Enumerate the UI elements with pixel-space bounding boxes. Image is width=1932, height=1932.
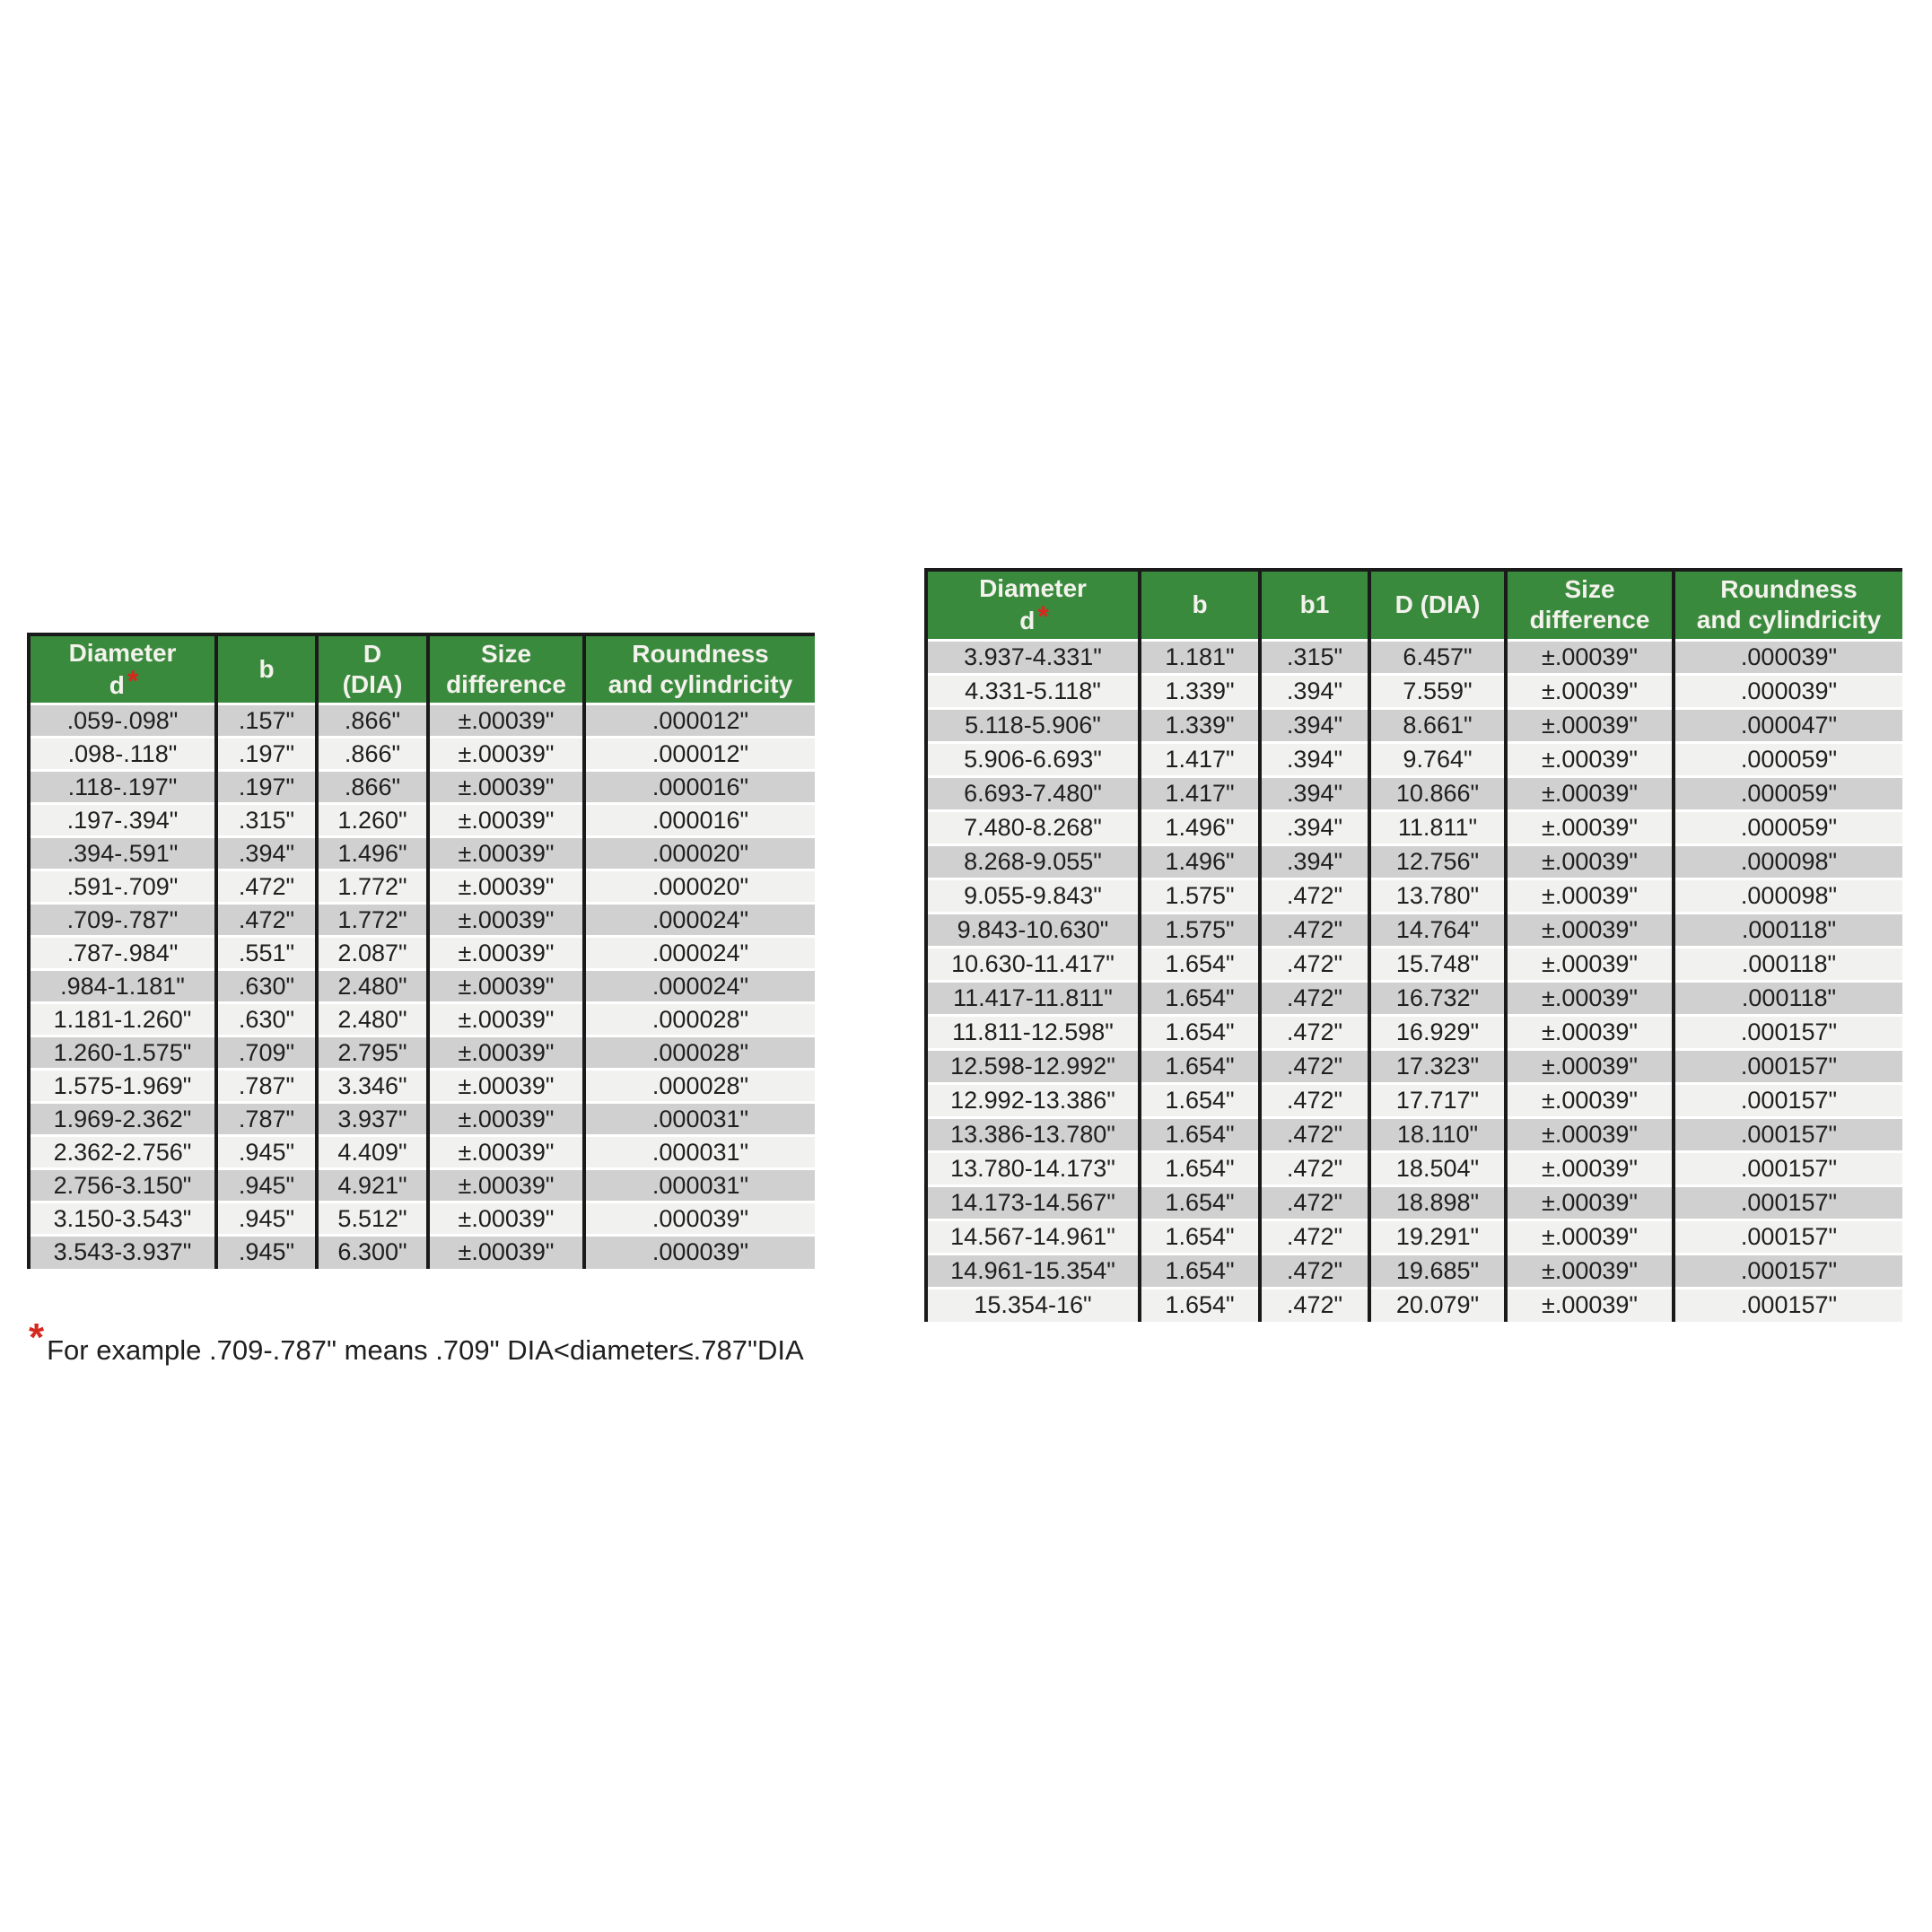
table-row [29, 937, 815, 970]
table-cell: ±.00039" [1506, 1185, 1674, 1220]
table-cell: .000031" [584, 1136, 815, 1169]
table-cell: .472" [1260, 879, 1369, 913]
table-cell: 14.567-14.961" [926, 1220, 1140, 1254]
table-cell: 2.362-2.756" [29, 1136, 216, 1169]
table-row [926, 1288, 1902, 1322]
table-cell: 1.260" [317, 804, 428, 837]
table-cell: 1.496" [317, 837, 428, 870]
table-cell: ±.00039" [1506, 1049, 1674, 1083]
table-row [29, 738, 815, 771]
table-cell: 3.346" [317, 1070, 428, 1103]
table-row [926, 947, 1902, 981]
table-cell: ±.00039" [428, 771, 584, 804]
table-cell: 7.559" [1369, 674, 1506, 708]
table-cell: .866" [317, 771, 428, 804]
table-cell: 1.417" [1140, 742, 1260, 776]
table-cell: ±.00039" [428, 1202, 584, 1236]
header-line: and cylindricity [1696, 606, 1882, 634]
table-cell: 3.150-3.543" [29, 1202, 216, 1236]
table-cell: 1.496" [1140, 844, 1260, 879]
table-cell: 2.480" [317, 970, 428, 1003]
column-header-size-difference [428, 634, 584, 704]
table-cell: .394" [1260, 708, 1369, 742]
table-cell: 1.575" [1140, 879, 1260, 913]
table-cell: ±.00039" [428, 904, 584, 937]
table-cell: 2.087" [317, 937, 428, 970]
table-cell: .098-.118" [29, 738, 216, 771]
table-cell: .472" [1260, 1220, 1369, 1254]
table-cell: .945" [216, 1236, 317, 1269]
right-table-body [926, 640, 1902, 1322]
table-cell: 1.654" [1140, 947, 1260, 981]
table-cell: .315" [216, 804, 317, 837]
table-cell: ±.00039" [1506, 1254, 1674, 1288]
column-header-d-dia [317, 634, 428, 704]
table-cell: 2.480" [317, 1003, 428, 1036]
table-cell: 1.654" [1140, 1083, 1260, 1117]
table-cell: .197" [216, 771, 317, 804]
table-cell: .472" [1260, 1254, 1369, 1288]
table-cell: 1.654" [1140, 981, 1260, 1015]
table-row [29, 970, 815, 1003]
table-cell: .472" [1260, 913, 1369, 947]
table-row [29, 1202, 815, 1236]
table-cell: .394" [1260, 844, 1369, 879]
table-row [926, 810, 1902, 844]
table-cell: ±.00039" [1506, 913, 1674, 947]
table-cell: .000024" [584, 937, 815, 970]
table-cell: ±.00039" [428, 1070, 584, 1103]
table-cell: .551" [216, 937, 317, 970]
header-line: Roundness [1720, 575, 1858, 604]
table-cell: .000157" [1674, 1049, 1902, 1083]
table-cell: .787" [216, 1070, 317, 1103]
table-row [29, 804, 815, 837]
table-row [926, 776, 1902, 810]
table-cell: ±.00039" [428, 870, 584, 904]
right-spec-table [924, 568, 1902, 1322]
table-cell: .472" [1260, 981, 1369, 1015]
table-cell: .472" [1260, 947, 1369, 981]
table-cell: .394" [1260, 674, 1369, 708]
table-row [29, 1103, 815, 1136]
table-cell: 6.457" [1369, 640, 1506, 674]
table-cell: 18.898" [1369, 1185, 1506, 1220]
table-cell: .000157" [1674, 1254, 1902, 1288]
table-row [926, 879, 1902, 913]
table-cell: .472" [1260, 1083, 1369, 1117]
table-cell: .000016" [584, 771, 815, 804]
table-row [926, 674, 1902, 708]
table-cell: .000031" [584, 1103, 815, 1136]
table-cell: 1.654" [1140, 1049, 1260, 1083]
table-cell: 17.323" [1369, 1049, 1506, 1083]
table-cell: .472" [1260, 1015, 1369, 1049]
header-line: Size [480, 640, 532, 668]
left-table-body [29, 704, 815, 1269]
header-row [926, 570, 1902, 640]
table-cell: 1.654" [1140, 1254, 1260, 1288]
left-spec-table [27, 633, 815, 1269]
table-cell: 7.480-8.268" [926, 810, 1140, 844]
table-cell: 18.110" [1369, 1117, 1506, 1151]
table-cell: .000039" [584, 1202, 815, 1236]
table-cell: .059-.098" [29, 704, 216, 738]
table-cell: .000157" [1674, 1220, 1902, 1254]
table-cell: .000157" [1674, 1083, 1902, 1117]
table-cell: 1.339" [1140, 708, 1260, 742]
table-cell: ±.00039" [1506, 981, 1674, 1015]
table-cell: 1.772" [317, 904, 428, 937]
table-row [926, 844, 1902, 879]
table-cell: .197" [216, 738, 317, 771]
right-spec-table-container [924, 568, 1901, 1322]
footnote-text: For example .709-.787" means .709" DIA<diameter≤.787"DIA [47, 1334, 804, 1366]
table-cell: ±.00039" [1506, 810, 1674, 844]
table-cell: .472" [1260, 1288, 1369, 1322]
footnote-asterisk-icon: * [29, 1316, 45, 1359]
footnote-asterisk-icon: * [127, 665, 139, 697]
header-line: d* [109, 665, 139, 699]
column-header-roundness [1674, 570, 1902, 640]
table-cell: 13.780-14.173" [926, 1151, 1140, 1185]
column-header-b: b [1140, 570, 1260, 640]
table-cell: 8.268-9.055" [926, 844, 1140, 879]
header-line: difference [446, 670, 566, 698]
table-row [29, 1236, 815, 1269]
table-cell: .000024" [584, 970, 815, 1003]
column-header-diameter [29, 634, 216, 704]
table-cell: .945" [216, 1202, 317, 1236]
table-cell: .000012" [584, 704, 815, 738]
table-row [29, 1136, 815, 1169]
column-header-d-dia: D (DIA) [1369, 570, 1506, 640]
table-cell: 1.181" [1140, 640, 1260, 674]
table-cell: .630" [216, 1003, 317, 1036]
table-cell: 10.866" [1369, 776, 1506, 810]
table-row [926, 1117, 1902, 1151]
table-cell: .394" [1260, 742, 1369, 776]
table-cell: 9.055-9.843" [926, 879, 1140, 913]
table-cell: ±.00039" [428, 804, 584, 837]
table-cell: ±.00039" [428, 1103, 584, 1136]
table-cell: ±.00039" [428, 837, 584, 870]
table-cell: 1.181-1.260" [29, 1003, 216, 1036]
table-cell: .000028" [584, 1070, 815, 1103]
table-cell: .157" [216, 704, 317, 738]
table-cell: 19.685" [1369, 1254, 1506, 1288]
table-row [29, 704, 815, 738]
table-row [926, 981, 1902, 1015]
left-spec-table-container [27, 633, 813, 1269]
table-cell: ±.00039" [1506, 1015, 1674, 1049]
table-cell: 14.961-15.354" [926, 1254, 1140, 1288]
table-cell: .709-.787" [29, 904, 216, 937]
column-header-size-difference [1506, 570, 1674, 640]
table-row [926, 1254, 1902, 1288]
table-cell: ±.00039" [428, 1036, 584, 1070]
table-cell: ±.00039" [1506, 776, 1674, 810]
table-cell: .472" [216, 904, 317, 937]
table-cell: .000059" [1674, 742, 1902, 776]
table-cell: ±.00039" [428, 1136, 584, 1169]
table-cell: .000118" [1674, 981, 1902, 1015]
table-cell: .945" [216, 1169, 317, 1202]
header-line: Roundness [632, 640, 769, 668]
table-cell: .591-.709" [29, 870, 216, 904]
table-cell: 2.756-3.150" [29, 1169, 216, 1202]
table-cell: 1.654" [1140, 1185, 1260, 1220]
table-cell: .787" [216, 1103, 317, 1136]
column-header-diameter [926, 570, 1140, 640]
table-cell: ±.00039" [1506, 640, 1674, 674]
table-cell: .394-.591" [29, 837, 216, 870]
table-row [29, 904, 815, 937]
table-cell: .709" [216, 1036, 317, 1070]
table-row [926, 742, 1902, 776]
table-cell: .000039" [1674, 640, 1902, 674]
table-cell: 6.300" [317, 1236, 428, 1269]
table-cell: 6.693-7.480" [926, 776, 1140, 810]
table-cell: .866" [317, 738, 428, 771]
column-header-b: b [216, 634, 317, 704]
table-cell: .000157" [1674, 1151, 1902, 1185]
table-cell: 14.764" [1369, 913, 1506, 947]
left-table-header [29, 634, 815, 704]
table-cell: ±.00039" [1506, 1151, 1674, 1185]
table-cell: 12.756" [1369, 844, 1506, 879]
table-cell: ±.00039" [428, 970, 584, 1003]
table-cell: ±.00039" [1506, 708, 1674, 742]
table-cell: .000157" [1674, 1288, 1902, 1322]
table-cell: .000024" [584, 904, 815, 937]
table-row [29, 771, 815, 804]
table-cell: 1.339" [1140, 674, 1260, 708]
table-cell: 3.543-3.937" [29, 1236, 216, 1269]
table-cell: 4.409" [317, 1136, 428, 1169]
table-cell: 1.969-2.362" [29, 1103, 216, 1136]
table-cell: .984-1.181" [29, 970, 216, 1003]
table-cell: ±.00039" [1506, 879, 1674, 913]
header-line: d* [1019, 600, 1049, 635]
table-cell: 8.661" [1369, 708, 1506, 742]
table-cell: .000157" [1674, 1015, 1902, 1049]
table-cell: 1.654" [1140, 1220, 1260, 1254]
table-cell: .197-.394" [29, 804, 216, 837]
table-cell: .000020" [584, 870, 815, 904]
table-cell: 10.630-11.417" [926, 947, 1140, 981]
table-cell: 1.417" [1140, 776, 1260, 810]
table-cell: 3.937-4.331" [926, 640, 1140, 674]
table-row [29, 1036, 815, 1070]
table-row [926, 640, 1902, 674]
header-row [29, 634, 815, 704]
table-cell: 1.654" [1140, 1288, 1260, 1322]
table-cell: .000047" [1674, 708, 1902, 742]
table-cell: .472" [1260, 1185, 1369, 1220]
table-cell: 14.173-14.567" [926, 1185, 1140, 1220]
table-cell: .472" [216, 870, 317, 904]
table-cell: ±.00039" [1506, 1288, 1674, 1322]
table-cell: .000031" [584, 1169, 815, 1202]
table-cell: ±.00039" [1506, 742, 1674, 776]
table-cell: 4.921" [317, 1169, 428, 1202]
table-cell: .000059" [1674, 776, 1902, 810]
table-cell: 3.937" [317, 1103, 428, 1136]
header-line: Diameter [979, 574, 1087, 603]
table-cell: 17.717" [1369, 1083, 1506, 1117]
table-cell: 1.260-1.575" [29, 1036, 216, 1070]
table-cell: .394" [1260, 810, 1369, 844]
table-cell: 11.811-12.598" [926, 1015, 1140, 1049]
table-cell: 20.079" [1369, 1288, 1506, 1322]
table-cell: .000157" [1674, 1117, 1902, 1151]
table-cell: 1.772" [317, 870, 428, 904]
table-cell: 1.654" [1140, 1015, 1260, 1049]
table-cell: .000039" [1674, 674, 1902, 708]
table-row [926, 1220, 1902, 1254]
table-cell: 1.654" [1140, 1117, 1260, 1151]
table-cell: ±.00039" [428, 1169, 584, 1202]
table-row [926, 1185, 1902, 1220]
table-cell: ±.00039" [428, 937, 584, 970]
table-cell: 12.992-13.386" [926, 1083, 1140, 1117]
header-line: and cylindricity [608, 670, 793, 698]
table-cell: .866" [317, 704, 428, 738]
table-cell: 13.386-13.780" [926, 1117, 1140, 1151]
table-cell: ±.00039" [1506, 1220, 1674, 1254]
table-cell: ±.00039" [428, 1003, 584, 1036]
table-cell: ±.00039" [428, 704, 584, 738]
table-cell: .394" [216, 837, 317, 870]
table-cell: 5.512" [317, 1202, 428, 1236]
table-row [29, 1003, 815, 1036]
table-row [29, 837, 815, 870]
table-cell: .000098" [1674, 879, 1902, 913]
table-cell: 15.354-16" [926, 1288, 1140, 1322]
table-cell: 11.417-11.811" [926, 981, 1140, 1015]
table-cell: .118-.197" [29, 771, 216, 804]
table-cell: .000016" [584, 804, 815, 837]
table-cell: .472" [1260, 1151, 1369, 1185]
header-line: (DIA) [342, 670, 403, 698]
table-row [29, 1169, 815, 1202]
footnote [29, 1316, 872, 1366]
column-header-roundness [584, 634, 815, 704]
table-cell: 2.795" [317, 1036, 428, 1070]
table-cell: .630" [216, 970, 317, 1003]
table-cell: 9.764" [1369, 742, 1506, 776]
table-cell: 1.575" [1140, 913, 1260, 947]
table-cell: ±.00039" [1506, 947, 1674, 981]
table-cell: 1.654" [1140, 1151, 1260, 1185]
table-row [926, 708, 1902, 742]
header-line: Diameter [68, 639, 177, 667]
table-cell: 11.811" [1369, 810, 1506, 844]
table-cell: 18.504" [1369, 1151, 1506, 1185]
table-cell: 5.118-5.906" [926, 708, 1140, 742]
table-cell: .315" [1260, 640, 1369, 674]
right-table-header [926, 570, 1902, 640]
table-cell: 16.929" [1369, 1015, 1506, 1049]
table-cell: 4.331-5.118" [926, 674, 1140, 708]
table-cell: ±.00039" [1506, 844, 1674, 879]
table-cell: .000157" [1674, 1185, 1902, 1220]
table-cell: .000118" [1674, 913, 1902, 947]
table-cell: .394" [1260, 776, 1369, 810]
header-line: difference [1529, 606, 1650, 634]
table-cell: .000028" [584, 1036, 815, 1070]
table-cell: .000059" [1674, 810, 1902, 844]
table-cell: .000098" [1674, 844, 1902, 879]
table-cell: 15.748" [1369, 947, 1506, 981]
table-cell: ±.00039" [1506, 1117, 1674, 1151]
table-row [926, 1151, 1902, 1185]
table-cell: .472" [1260, 1049, 1369, 1083]
table-cell: .000039" [584, 1236, 815, 1269]
footnote-asterisk-icon: * [1037, 600, 1049, 634]
table-cell: .945" [216, 1136, 317, 1169]
table-cell: 5.906-6.693" [926, 742, 1140, 776]
table-row [926, 913, 1902, 947]
table-cell: 12.598-12.992" [926, 1049, 1140, 1083]
table-cell: 1.575-1.969" [29, 1070, 216, 1103]
table-cell: 13.780" [1369, 879, 1506, 913]
header-line: Size [1564, 575, 1615, 604]
table-row [926, 1083, 1902, 1117]
table-row [926, 1015, 1902, 1049]
table-cell: 1.496" [1140, 810, 1260, 844]
column-header-b1: b1 [1260, 570, 1369, 640]
table-cell: .787-.984" [29, 937, 216, 970]
table-cell: .000012" [584, 738, 815, 771]
table-row [29, 870, 815, 904]
table-cell: .472" [1260, 1117, 1369, 1151]
table-cell: ±.00039" [428, 738, 584, 771]
table-cell: ±.00039" [1506, 1083, 1674, 1117]
table-row [926, 1049, 1902, 1083]
table-cell: ±.00039" [428, 1236, 584, 1269]
table-cell: 19.291" [1369, 1220, 1506, 1254]
table-cell: 9.843-10.630" [926, 913, 1140, 947]
table-cell: .000118" [1674, 947, 1902, 981]
header-line: D [363, 640, 382, 668]
table-row [29, 1070, 815, 1103]
table-cell: .000020" [584, 837, 815, 870]
table-cell: .000028" [584, 1003, 815, 1036]
table-cell: ±.00039" [1506, 674, 1674, 708]
table-cell: 16.732" [1369, 981, 1506, 1015]
